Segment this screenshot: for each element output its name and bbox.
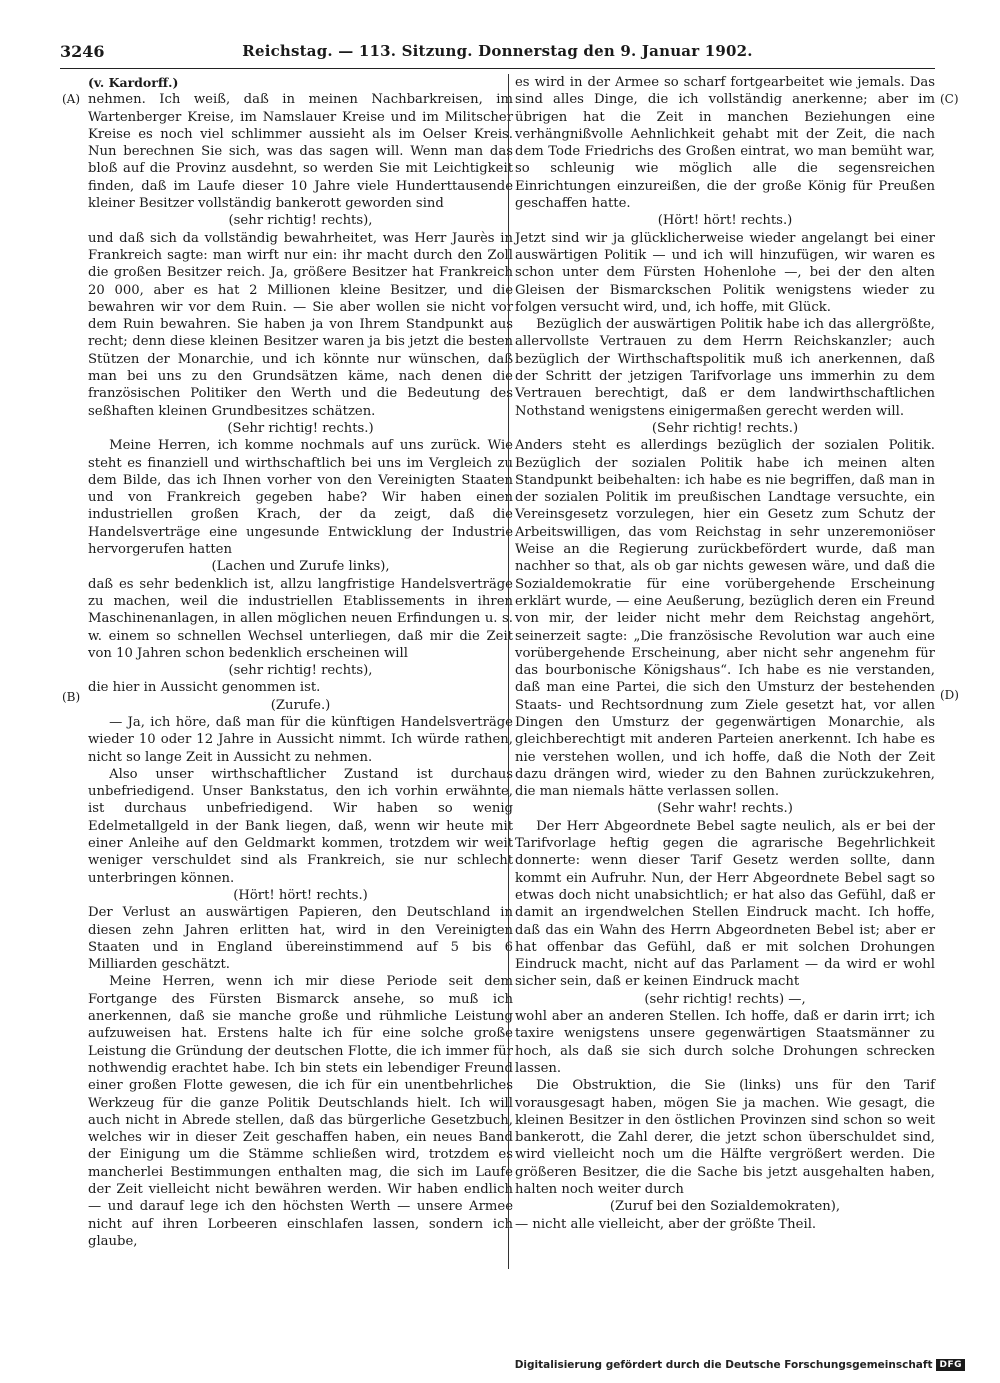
right-paragraph: Anders steht es allerdings bezüglich der sozialen Politik. Bezüglich der sozialen Politik habe ich meinen alten Standpunkt beibehalten: ich habe es nie begriffen, daß man in der sozialen Politik im preußischen Landtage versuchte, ein Vereinsgesetz vorzulegen, hier ein Gesetz zum Schutz der Arbeitswilligen, das vom Reichstag in sehr unzeremoniöser Weise an die Regierung zurückbefördert wurde, daß man nachher so that, als ob gar nichts gewesen wäre, und daß die Sozialdemokratie für eine vorübergehende Erscheinung erklärt wurde, — eine Aeußerung, bezüglich deren ein Freund von mir, der leider nicht mehr dem Reichstag angehört, seinerzeit sagte: „Die französische Revolution war auch eine vorübergehende Erscheinung, aber nicht sehr angenehm für das bourbonische Königshaus“. Ich habe es nie verstanden, daß man eine Partei, die sich den Umsturz der bestehenden Staats- und Rechtsordnung zum Ziele gesetzt hat, vor allen Dingen den Umsturz der gegenwärtigen Monarchie, als gleichberechtigt mit anderen Parteien anerkennt. Ich habe es nie verstehen wollen, und ich hoffe, daß die Noth der Zeit dazu drängen wird, wieder zu den Bahnen zurückzukehren, die man niemals hätte verlassen sollen. — [515, 438, 935, 800]
left-interjection: (Lachen und Zurufe links), — [211, 559, 390, 575]
margin-marker-a: (A) — [62, 92, 81, 106]
right-paragraph: es wird in der Armee so scharf fortgearbeitet wie jemals. Das sind alles Dinge, die ich vollständig anerkenne; aber im übrigen hat die Zeit in manchen Beziehungen eine verhängnißvolle Aehnlichkeit gehabt mit der Zeit, die nach dem Tode Friedrichs des Großen eintrat, wo man bemüht war, so schleunig wie möglich alle die segensreichen Einrichtungen einzureißen, die der große König für Preußen geschaffen hatte. — [515, 75, 935, 212]
right-interjection: (sehr richtig! rechts) —, — [644, 991, 806, 1007]
left-interjection: (Sehr richtig! rechts.) — [227, 420, 374, 436]
right-paragraph: — nicht alle vielleicht, aber der größte Theil. — [515, 1216, 817, 1232]
page-footer — [515, 1359, 965, 1371]
left-paragraph: nehmen. Ich weiß, daß in meinen Nachbarkreisen, im Wartenberger Kreise, im Namslauer Kreise und im Militscher Kreise es noch viel schlimmer aussieht als im Oelser Kreis. Nun berechnen Sie sich, was das sagen will. Wenn man das bloß auf die Provinz ausdehnt, so werden Sie mit Leichtigkeit finden, daß im Laufe dieser 10 Jahre viele Hunderttausende kleiner Besitzer vollständig bankerott geworden sind — [88, 92, 513, 212]
left-paragraph: — Ja, ich höre, daß man für die künftigen Handelsverträge wieder 10 oder 12 Jahre in Aussicht nimmt. Ich würde rathen, nicht so lange Zeit in Aussicht zu nehmen. — [88, 714, 513, 765]
left-paragraph: und daß sich da vollständig bewahrheitet, was Herr Jaurès in Frankreich sagte: man wirft nur ein: ihr macht durch den Zoll die großen Besitzer reich. Ja, größere Besitzer hat Frankreich 20 000, aber es hat 2 Millionen kleine Besitzer, und die bewahren wir vor dem Ruin. — Sie aber wollen sie nicht vor dem Ruin bewahren. Sie haben ja von Ihrem Standpunkt aus recht; denn diese kleinen Besitzer waren ja bis jetzt die besten Stützen der Monarchie, und ich könnte nur wünschen, daß man bei uns zu den Grundsätzen käme, nach denen die französischen Politiker den Werth und die Bedeutung des seßhaften kleinen Grundbesitzes schätzen. — [88, 230, 513, 419]
left-interjection: (sehr richtig! rechts), — [228, 663, 373, 679]
right-interjection: (Hört! hört! rechts.) — [657, 213, 793, 229]
running-title: Reichstag. — 113. Sitzung. Donnerstag den 9. Januar 1902. — [242, 42, 753, 60]
left-paragraph: daß es sehr bedenklich ist, allzu langfristige Handelsverträge zu machen, weil die industriellen Etablissements in ihren Maschinenanlagen, in allen möglichen neuen Erfindungen u. s. w. einem so schnellen Wechsel unterliegen, daß mir die Zeit von 10 Jahren schon bedenklich erscheinen will — [88, 576, 513, 661]
margin-marker-d: (D) — [940, 688, 959, 702]
right-paragraph: Der Herr Abgeordnete Bebel sagte neulich, als er bei der Tarifvorlage heftig gegen die agrarische Begehrlichkeit donnerte: wenn dieser Tarif Gesetz werden sollte, dann kommt ein Aufruhr. Nun, der Herr Abgeordnete Bebel sagt so etwas doch nicht unabsichtlich; er hat also das Gefühl, daß er damit an irgendwelchen Stellen Eindruck macht. Ich hoffe, daß das ein Wahn des Herrn Abgeordneten Bebel ist; aber er hat offenbar das Gefühl, daß er mit solchen Drohungen Eindruck macht, nicht auf das Parlament — da wird er wohl sicher sein, daß er keinen Eindruck macht — [515, 818, 935, 990]
header-rule — [60, 68, 935, 69]
left-interjection: (sehr richtig! rechts), — [228, 213, 373, 229]
right-interjection: (Sehr wahr! rechts.) — [657, 801, 793, 817]
right-paragraph: Jetzt sind wir ja glücklicherweise wieder angelangt bei einer auswärtigen Politik — und ich will hinzufügen, wir waren es schon unter dem Fürsten Hohenlohe —, bei der den alten Gleisen der Bismarckschen Politik wenigstens wieder zu folgen versucht wird, und, ich hoffe, mit Glück. — [515, 230, 935, 315]
margin-marker-c: (C) — [940, 92, 959, 106]
left-paragraph: Meine Herren, ich komme nochmals auf uns zurück. Wie steht es finanziell und wirthschaftlich bei uns im Vergleich zu dem Bilde, das ich Ihnen vorher von den Vereinigten Staaten und von Frankreich gegeben habe? Wir haben einen industriellen großen Krach, der da zeigt, daß die Handelsverträge eine ungesunde Entwicklung der Industrie hervorgerufen hatten — [88, 438, 513, 558]
left-interjection: (Hört! hört! rechts.) — [233, 887, 368, 903]
right-paragraph: wohl aber an anderen Stellen. Ich hoffe, daß er darin irrt; ich taxire wenigstens unsere gegenwärtigen Staatsmänner zu hoch, als daß sie sich durch solche Drohungen schrecken lassen. — [515, 1009, 935, 1076]
left-column — [88, 74, 513, 1250]
left-interjection: (Zurufe.) — [270, 697, 331, 713]
right-column — [515, 74, 935, 1233]
column-divider — [508, 74, 509, 1269]
left-paragraph: Der Verlust an auswärtigen Papieren, den Deutschland in diesen zehn Jahren erlitten hat, wird in den Vereinigten Staaten und in England übereinstimmend auf 5 bis 6 Milliarden geschätzt. — [88, 905, 513, 973]
dfg-logo: DFG — [936, 1359, 965, 1371]
left-paragraph: Also unser wirthschaftlicher Zustand ist durchaus unbefriedigend. Unser Bankstatus, den ich vorhin erwähnte, ist durchaus unbefriedigend. Wir haben so wenig Edelmetallgeld in der Bank liegen, daß, wenn wir heute mit einer Anleihe auf den Geldmarkt kommen, trotzdem wir weit weniger verschuldet sind als Frankreich, sie nur schlecht unterbringen können. — [88, 766, 513, 886]
right-paragraph: Bezüglich der auswärtigen Politik habe ich das allergrößte, allervollste Vertrauen zu dem Herrn Reichskanzler; auch bezüglich der Wirthschaftspolitik muß ich anerkennen, daß der Schritt der jetzigen Tarifvorlage uns immerhin zu dem Vertrauen berechtigt, daß er dem landwirthschaftlichen Nothstand wenigstens einigermaßen gerecht werden will. — [515, 317, 935, 419]
right-paragraph: Die Obstruktion, die Sie (links) uns für den Tarif vorausgesagt haben, mögen Sie ja machen. Wie gesagt, die kleinen Besitzer in den östlichen Provinzen sind schon so weit bankerott, die Zahl derer, die jetzt schon überschuldet sind, wird vielleicht noch um die Hälfte vergrößert werden. Die größeren Besitzer, die die Sache bis jetzt ausgehalten haben, halten noch weiter durch — [515, 1078, 935, 1197]
left-speaker-label: (v. Kardorff.) — [88, 75, 179, 90]
right-interjection: (Zuruf bei den Sozialdemokraten), — [609, 1199, 841, 1215]
right-interjection: (Sehr richtig! rechts.) — [651, 420, 799, 436]
digitization-credit: Digitalisierung gefördert durch die Deutsche Forschungsgemeinschaft — [514, 1359, 933, 1371]
left-paragraph: Meine Herren, wenn ich mir diese Periode seit dem Fortgange des Fürsten Bismarck ansehe, so muß ich anerkennen, daß sie manche große und rühmliche Leistung aufzuweisen hat. Erstens halte ich für eine solche große Leistung die Gründung der deutschen Flotte, die ich immer für nothwendig erachtet habe. Ich bin stets ein lebendiger Freund einer großen Flotte gewesen, die ich für ein unentbehrliches Werkzeug für die ganze Politik Deutschlands hielt. Ich will auch nicht in Abrede stellen, daß das bürgerliche Gesetzbuch, welches wir in dieser Zeit geschaffen haben, ein neues Band der Einigung um die Stämme schließen wird, trotzdem es mancherlei Bestimmungen enthalten mag, die sich im Laufe der Zeit vielleicht nicht bewähren werden. Wir haben endlich — und darauf lege ich den höchsten Werth — unsere Armee nicht auf ihren Lorbeeren einschlafen lassen, sondern ich glaube, — [88, 974, 513, 1249]
margin-marker-b: (B) — [62, 690, 81, 704]
left-paragraph: die hier in Aussicht genommen ist. — [88, 680, 321, 696]
page-header — [60, 42, 935, 66]
page-number: 3246 — [60, 42, 105, 61]
